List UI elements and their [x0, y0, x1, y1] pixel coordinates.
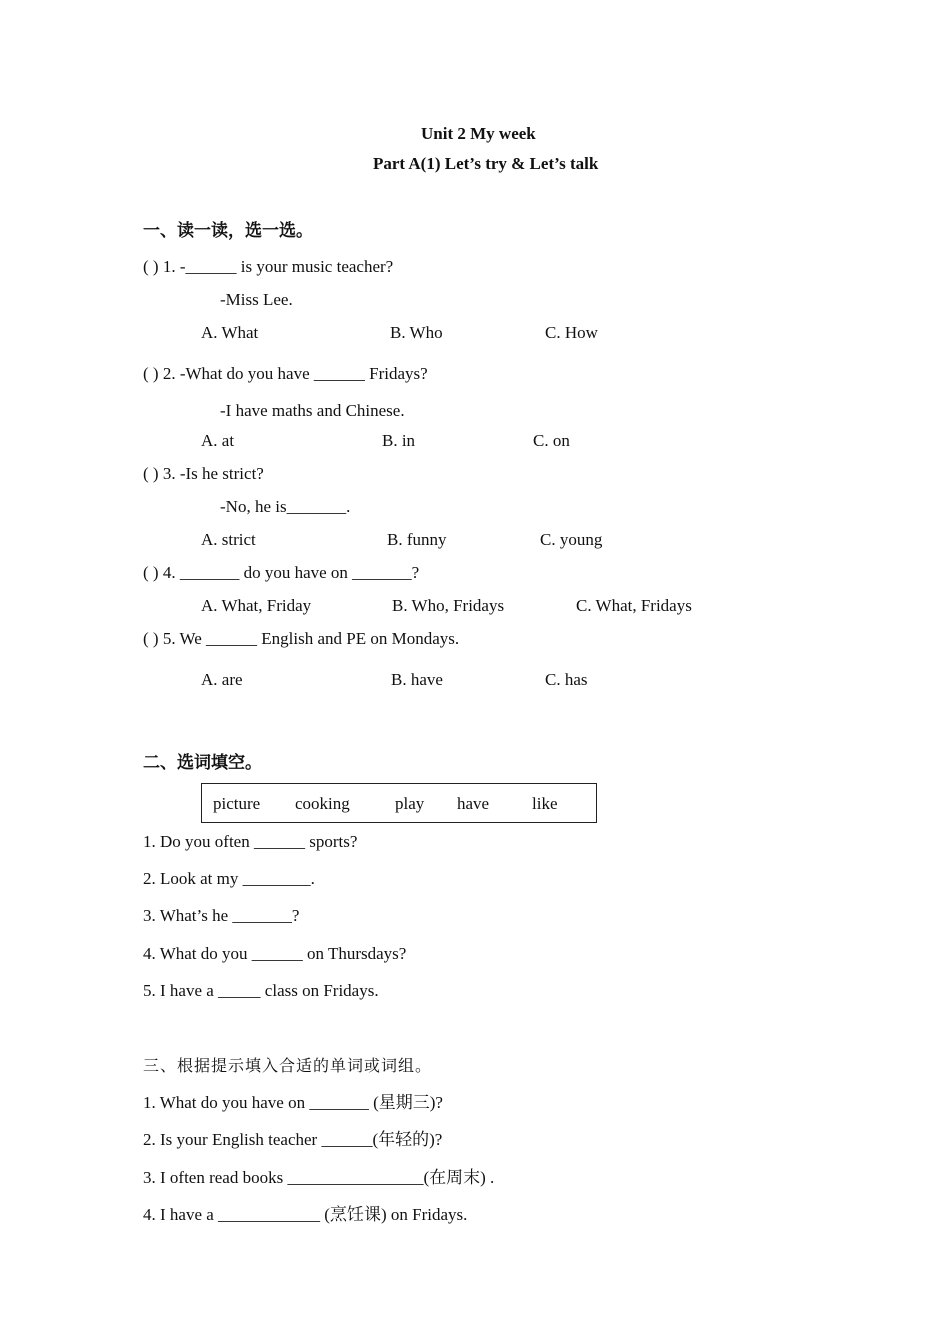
question-1-option-a: A. What	[201, 323, 259, 342]
question-4: ( ) 4. _______ do you have on _______?	[143, 563, 420, 582]
section2-heading: 二、选词填空。	[143, 753, 262, 773]
question-2-option-c: C. on	[533, 431, 570, 450]
hint-item-3: 3. I often read books ________________(在周末) .	[143, 1168, 495, 1187]
question-3-option-a: A. strict	[201, 530, 256, 549]
fill-item-4: 4. What do you ______ on Thursdays?	[143, 944, 407, 963]
hint-item-1: 1. What do you have on _______ (星期三)?	[143, 1093, 443, 1112]
question-1-option-c: C. How	[545, 323, 598, 342]
fill-item-3: 3. What’s he _______?	[143, 906, 300, 925]
section3-heading: 三、根据提示填入合适的单词或词组。	[143, 1056, 433, 1075]
question-1-option-b: B. Who	[390, 323, 443, 342]
page-subtitle: Part A(1) Let’s try & Let’s talk	[373, 154, 599, 173]
section1-heading: 一、读一读，选一选。	[143, 221, 313, 241]
question-5-option-c: C. has	[545, 670, 588, 689]
question-3-option-c: C. young	[540, 530, 603, 549]
question-5-option-b: B. have	[391, 670, 443, 689]
question-3: ( ) 3. -Is he strict?	[143, 464, 264, 483]
question-1-answer: -Miss Lee.	[220, 290, 293, 309]
question-2-answer: -I have maths and Chinese.	[220, 401, 405, 420]
question-3-option-b: B. funny	[387, 530, 447, 549]
fill-item-1: 1. Do you often ______ sports?	[143, 832, 358, 851]
hint-item-2: 2. Is your English teacher ______(年轻的)?	[143, 1130, 443, 1149]
fill-item-2: 2. Look at my ________.	[143, 869, 315, 888]
question-2-option-b: B. in	[382, 431, 416, 450]
word-bank-word: play	[395, 794, 425, 813]
question-4-option-a: A. What, Friday	[201, 596, 312, 615]
word-bank-word: picture	[213, 794, 261, 813]
word-bank-box	[201, 783, 597, 823]
question-4-option-c: C. What, Fridays	[576, 596, 692, 615]
word-bank-word: have	[457, 794, 490, 813]
question-2: ( ) 2. -What do you have ______ Fridays?	[143, 364, 428, 383]
question-5: ( ) 5. We ______ English and PE on Mondays.	[143, 629, 460, 648]
question-4-option-b: B. Who, Fridays	[392, 596, 505, 615]
fill-item-5: 5. I have a _____ class on Fridays.	[143, 981, 379, 1000]
hint-item-4: 4. I have a ____________ (烹饪课) on Fridays.	[143, 1205, 468, 1224]
question-5-option-a: A. are	[201, 670, 243, 689]
question-3-answer: -No, he is_______.	[220, 497, 351, 516]
question-1: ( ) 1. -______ is your music teacher?	[143, 257, 394, 276]
page-title: Unit 2 My week	[421, 124, 536, 143]
word-bank-word: cooking	[295, 794, 350, 813]
word-bank-word: like	[532, 794, 558, 813]
question-2-option-a: A. at	[201, 431, 235, 450]
